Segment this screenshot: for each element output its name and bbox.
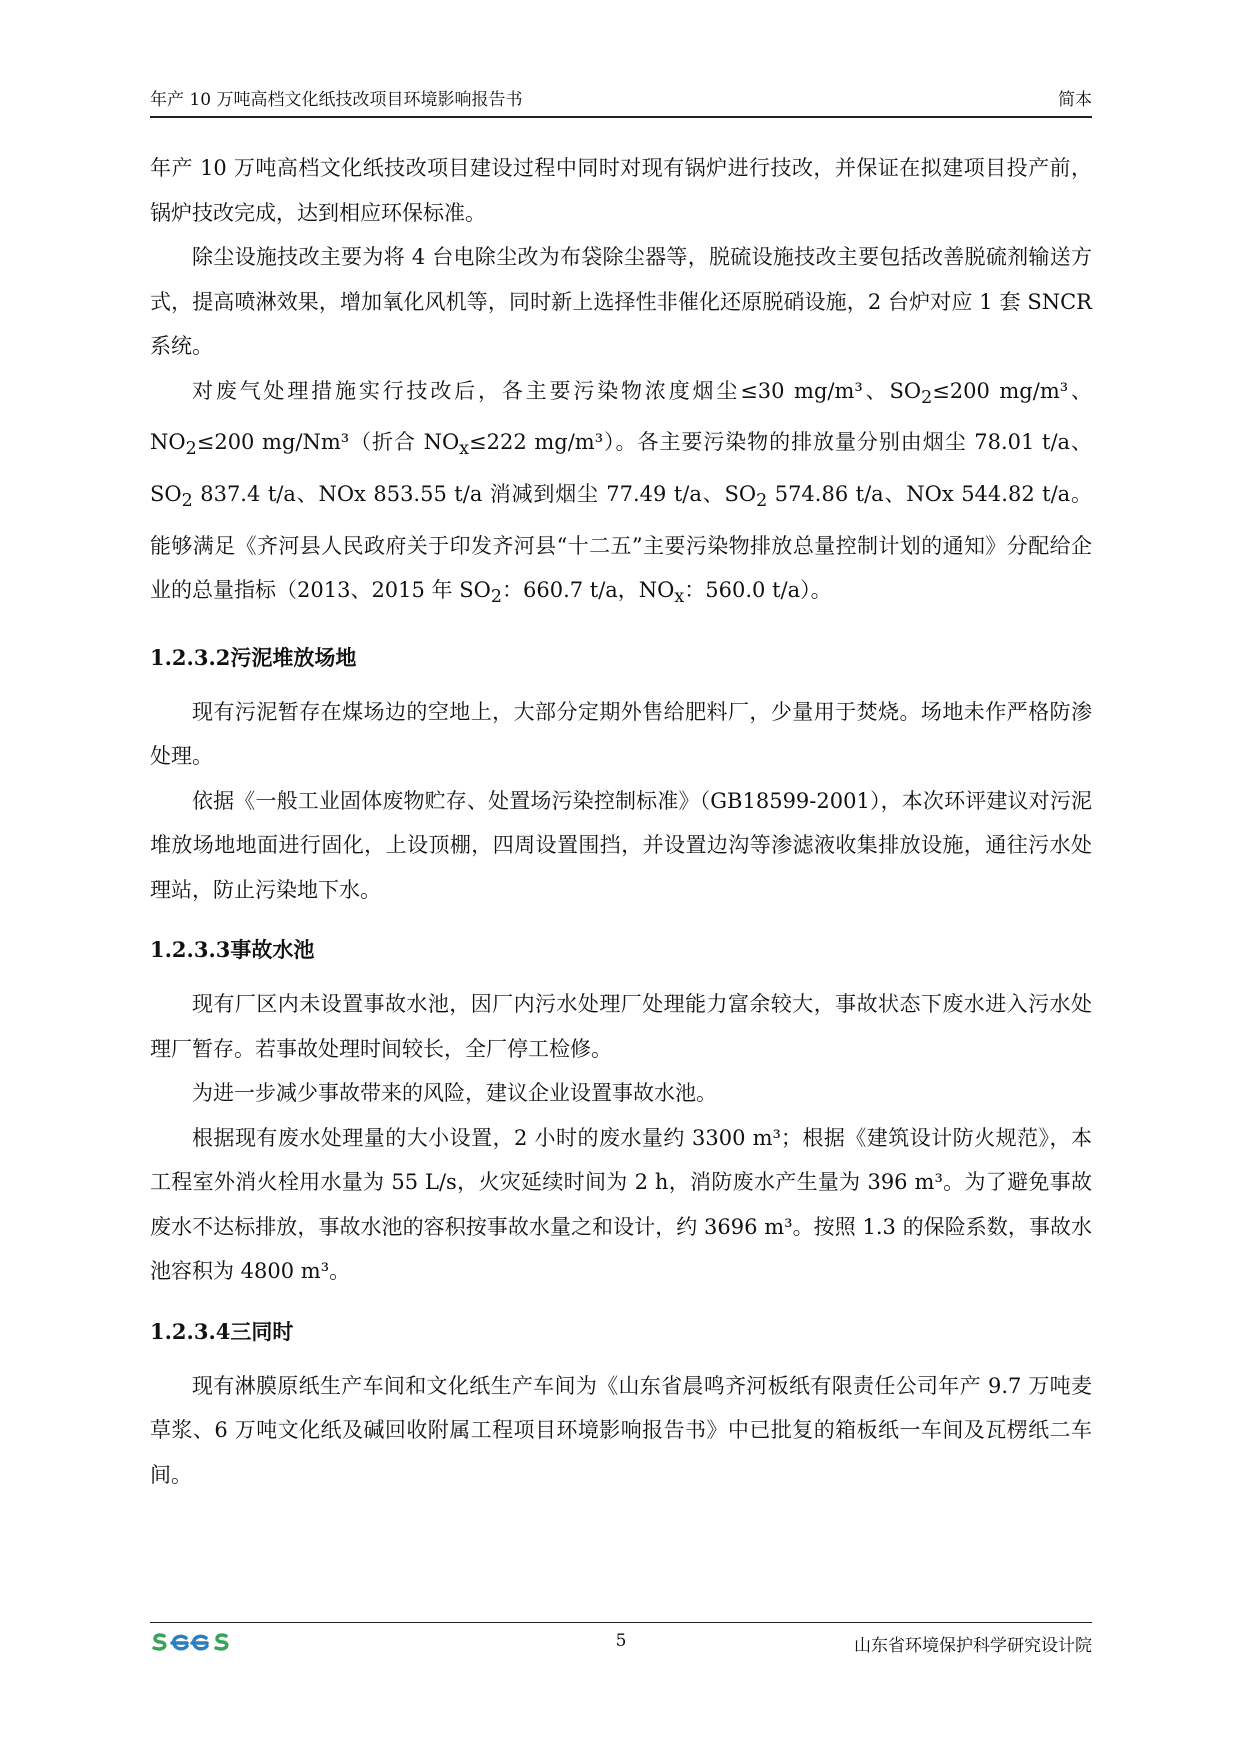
paragraph: 根据现有废水处理量的大小设置，2 小时的废水量约 3300 m³；根据《建筑设计防火规范》，本工程室外消火栓用水量为 55 L/s，火灾延续时间为 2 h，消防废水产生量为 396 m³。为了避免事故废水不达标排放，事故水池的容积按事故水量之和设计，约 3696 m³。按照 1.3 的保险系数，事故水池容积为 4800 m³。 [150, 1125, 1092, 1284]
section-heading [150, 626, 1092, 690]
section-heading [150, 1300, 1092, 1364]
paragraph: 现有厂区内未设置事故水池，因厂内污水处理厂处理能力富余较大，事故状态下废水进入污水处理厂暂存。若事故处理时间较长，全厂停工检修。 [150, 992, 1092, 1061]
page-body [150, 146, 1092, 1497]
paragraph: 年产 10 万吨高档文化纸技改项目建设过程中同时对现有锅炉进行技改，并保证在拟建项目投产前，锅炉技改完成，达到相应环保标准。 [150, 156, 1092, 225]
organization-name: 山东省环境保护科学研究设计院 [854, 1636, 1092, 1656]
page-footer [150, 1622, 1092, 1663]
section-number: 1.2.3.4 [150, 1318, 231, 1344]
paragraph-emissions: 对废气处理措施实行技改后，各主要污染物浓度烟尘≤30 mg/m³、$SO_2\le 200$ mg/m³、$NO_2\le 200$ mg/Nm³（折合 $NO_x\le 222$ mg/m³）。各主要污染物的排放量分别由烟尘 78.01 t/a、$SO_2$ 837.4 t/a、NOx 853.55 t/a 消减到烟尘 77.49 t/a、$SO_2$ 574.86 t/a、NOx 544.82 t/a。能够满足《齐河县人民政府关于印发齐河县“十二五”主要污染物排放总量控制计划的通知》分配给企业的总量指标（2013、2015 年 $SO_2$：660.7 t/a，$NO_x$：560.0 t/a）。 [150, 378, 1092, 608]
edition-label: 简本 [1058, 90, 1092, 110]
section-title: 三同时 [230, 1318, 294, 1344]
document-title: 年产 10 万吨高档文化纸技改项目环境影响报告书 [150, 90, 523, 110]
paragraph: 为进一步减少事故带来的风险，建议企业设置事故水池。 [192, 1081, 717, 1106]
page-number: 5 [615, 1631, 627, 1651]
section-heading [150, 918, 1092, 982]
page-header [150, 88, 1092, 118]
paragraph: 除尘设施技改主要为将 4 台电除尘改为布袋除尘器等，脱硫设施技改主要包括改善脱硫剂输送方式，提高喷淋效果，增加氧化风机等，同时新上选择性非催化还原脱硝设施，2 台炉对应 1 套 SNCR 系统。 [150, 245, 1092, 358]
section-title: 事故水池 [230, 937, 315, 963]
paragraph: 现有淋膜原纸生产车间和文化纸生产车间为《山东省晨鸣齐河板纸有限责任公司年产 9.7 万吨麦草浆、6 万吨文化纸及碱回收附属工程项目环境影响报告书》中已批复的箱板纸一车间及瓦楞纸二车间。 [150, 1373, 1092, 1487]
section-title: 污泥堆放场地 [230, 644, 357, 670]
paragraph: 现有污泥暂存在煤场边的空地上，大部分定期外售给肥料厂，少量用于焚烧。场地未作严格防渗处理。 [150, 699, 1092, 769]
section-number: 1.2.3.3 [150, 937, 231, 963]
section-number: 1.2.3.2 [150, 644, 231, 670]
paragraph: 依据《一般工业固体废物贮存、处置场污染控制标准》（GB18599-2001），本次环评建议对污泥堆放场地地面进行固化，上设顶棚，四周设置围挡，并设置边沟等渗滤液收集排放设施，通往污水处理站，防止污染地下水。 [150, 788, 1092, 902]
